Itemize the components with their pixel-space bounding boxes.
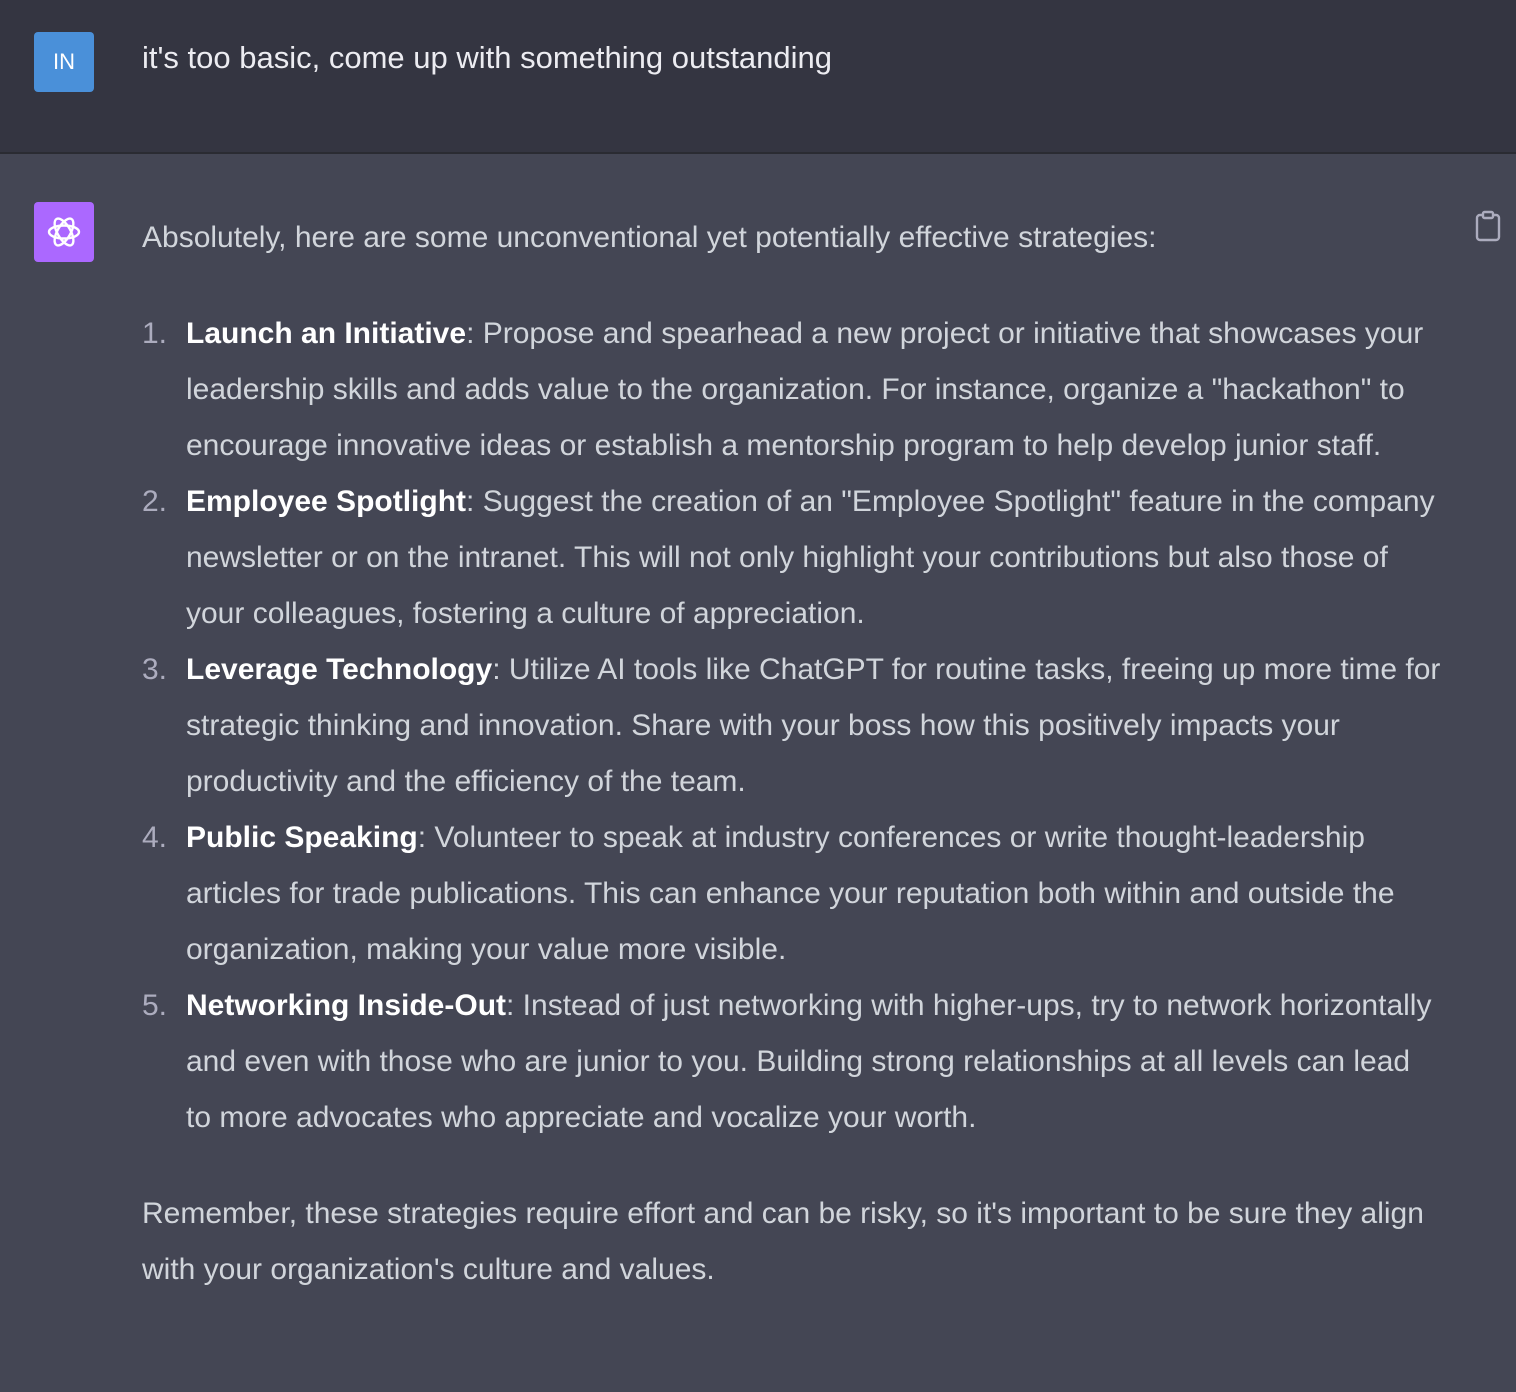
user-avatar-initials: IN: [53, 49, 75, 74]
copy-button[interactable]: [1472, 208, 1504, 244]
list-item: [142, 306, 1442, 474]
user-message-row: [0, 0, 1516, 154]
list-item-number: 1.: [142, 317, 168, 350]
clipboard-icon: [1475, 210, 1501, 242]
list-item-body: : Suggest the creation of an "Employee Spotlight" feature in the company newsletter or on the intranet. This will not only highlight your contributions but also those of your colleagues, fostering a culture of appreciation.: [186, 485, 1435, 630]
list-item-body: : Propose and spearhead a new project or initiative that showcases your leadership skills and adds value to the organization. For instance, organize a "hackathon" to encourage innovative ideas or establish a mentorship program to help develop junior staff.: [186, 317, 1424, 462]
list-item-body: : Instead of just networking with higher-ups, try to network horizontally and even with those who are junior to you. Building strong relationships at all levels can lead to more advocates who appreciate and vocalize your worth.: [186, 989, 1432, 1134]
list-item: [142, 978, 1442, 1146]
list-item-title: Networking Inside-Out: [186, 989, 507, 1022]
list-item-title: Public Speaking: [186, 821, 418, 854]
strategy-list: [142, 306, 1442, 1146]
user-avatar: [34, 32, 94, 92]
list-item-title: Leverage Technology: [186, 653, 493, 686]
openai-logo-icon: [43, 211, 85, 253]
list-item-number: 5.: [142, 989, 168, 1022]
assistant-message-content: [142, 210, 1442, 1298]
list-item-title: Launch an Initiative: [186, 317, 467, 350]
list-item: [142, 810, 1442, 978]
list-item-number: 2.: [142, 485, 168, 518]
list-item: [142, 642, 1442, 810]
list-item: [142, 474, 1442, 642]
list-item-number: 3.: [142, 653, 168, 686]
assistant-message-row: [0, 154, 1516, 1392]
list-item-number: 4.: [142, 821, 168, 854]
list-item-body: : Volunteer to speak at industry conferences or write thought-leadership articles for trade publications. This can enhance your reputation both within and outside the organization, making your value more visible.: [186, 821, 1395, 966]
answer-intro: Absolutely, here are some unconventional yet potentially effective strategies:: [142, 221, 1157, 254]
user-message-text: it's too basic, come up with something outstanding: [142, 40, 833, 75]
assistant-avatar: [34, 202, 94, 262]
list-item-body: : Utilize AI tools like ChatGPT for routine tasks, freeing up more time for strategic thinking and innovation. Share with your boss how this positively impacts your productivity and the efficiency of the team.: [186, 653, 1441, 798]
list-item-title: Employee Spotlight: [186, 485, 467, 518]
answer-outro: Remember, these strategies require effort and can be risky, so it's important to be sure they align with your organization's culture and values.: [142, 1197, 1424, 1286]
